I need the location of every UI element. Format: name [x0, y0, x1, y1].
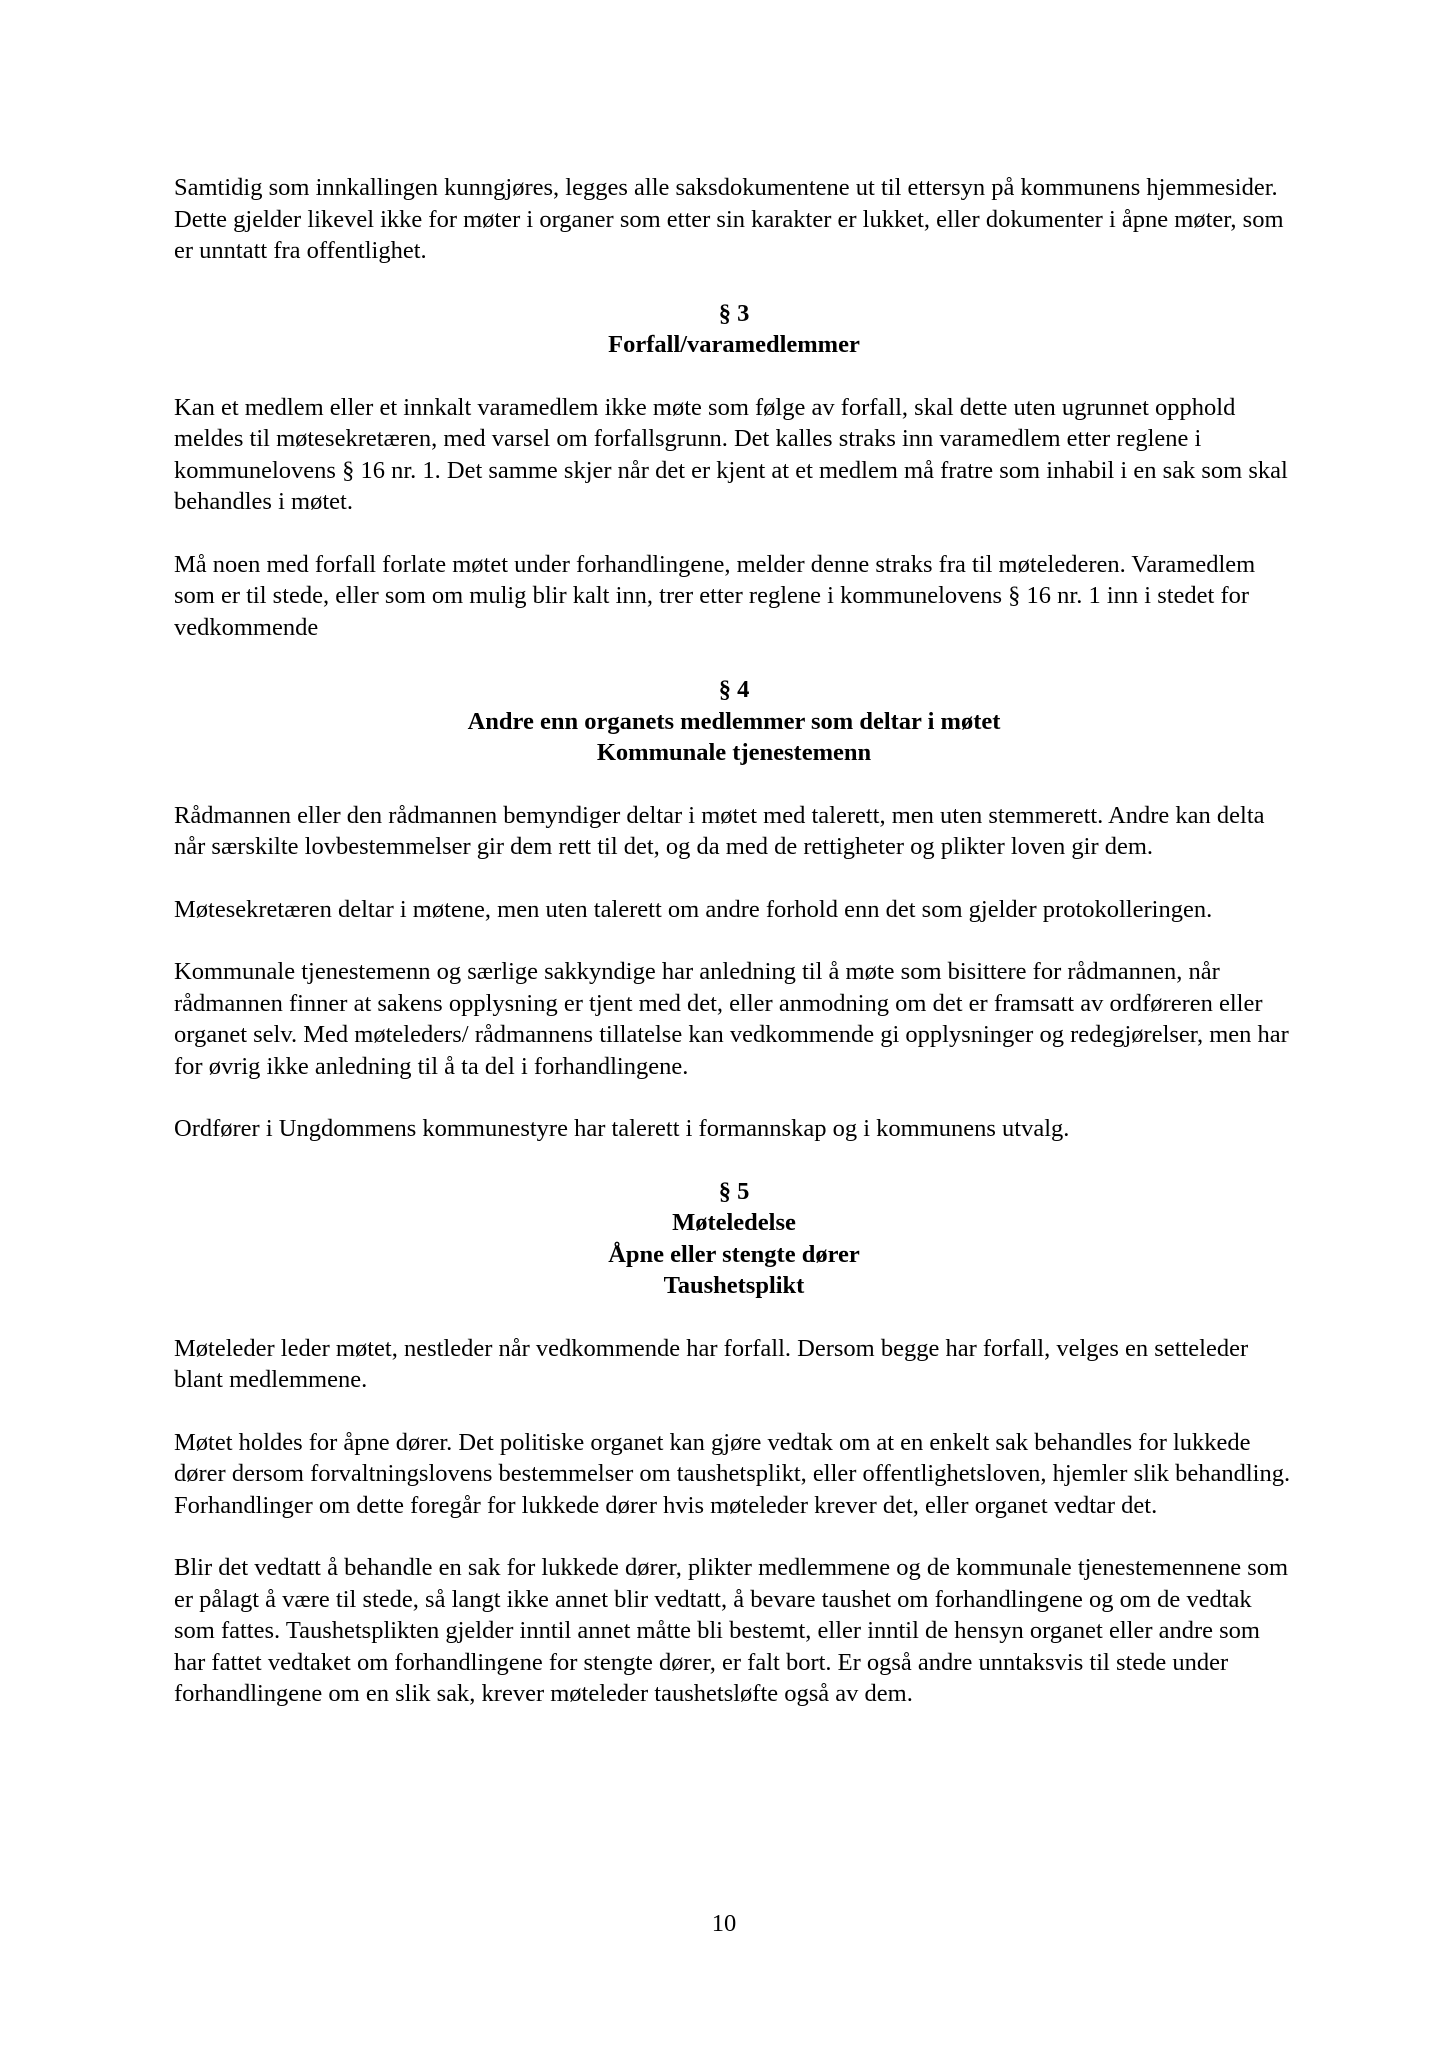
section-3-paragraph-1: Kan et medlem eller et innkalt varamedlem ikke møte som følge av forfall, skal dette uten ugrunnet opphold meldes til møtesekretæren, med varsel om forfallsgrunn. Det kalles straks inn varamedlem etter reglene i kommunelovens § 16 nr. 1. Det samme skjer når det er kjent at et medlem må fratre som inhabil i en sak som skal behandles i møtet. — [174, 393, 1288, 515]
section-5-subtitle: Åpne eller stengte dører — [608, 1240, 860, 1268]
section-4-title: Andre enn organets medlemmer som deltar i møtet — [467, 707, 1001, 735]
intro-paragraph: Samtidig som innkallingen kunngjøres, legges alle saksdokumentene ut til ettersyn på kommunens hjemmesider. Dette gjelder likevel ikke for møter i organer som etter sin karakter er lukket, eller dokumenter i åpne møter, som er unntatt fra offentlighet. — [174, 174, 1284, 264]
section-3-title: Forfall/varamedlemmer — [608, 331, 860, 358]
section-4-paragraph-4: Ordfører i Ungdommens kommunestyre har talerett i formannskap og i kommunens utvalg. — [174, 1115, 1070, 1142]
section-4-subtitle: Kommunale tjenestemenn — [596, 739, 872, 766]
section-4-paragraph-1: Rådmannen eller den rådmannen bemyndiger deltar i møtet med talerett, men uten stemmerett. Andre kan delta når særskilte lovbestemmelser gir dem rett til det, og da med de rettigheter og plikter loven gir dem. — [174, 801, 1265, 860]
section-3-paragraph-2: Må noen med forfall forlate møtet under forhandlingene, melder denne straks fra til møtelederen. Varamedlem som er til stede, eller som om mulig blir kalt inn, trer etter reglene i kommunelovens § 16 nr. 1 inn i stedet for vedkommende — [174, 550, 1256, 641]
section-5-paragraph-2: Møtet holdes for åpne dører. Det politiske organet kan gjøre vedtak om at en enkelt sak behandles for lukkede dører dersom forvaltningslovens bestemmelser om taushetsplikt, eller offentlighetsloven, hjemler slik behandling. Forhandlinger om dette foregår for lukkede dører hvis møteleder krever det, eller organet vedtar det. — [174, 1428, 1291, 1519]
section-5-paragraph-3: Blir det vedtatt å behandle en sak for lukkede dører, plikter medlemmene og de kommunale tjenestemennene som er pålagt å være til stede, så langt ikke annet blir vedtatt, å bevare taushet om forhandlingene og om de vedtak som fattes. Taushetsplikten gjelder inntil annet måtte bli bestemt, eller inntil de hensyn organet eller andre som har fattet vedtaket om forhandlingene for stengte dører, er falt bort. Er også andre unntaksvis til stede under forhandlingene om en slik sak, krever møteleder taushetsløfte også av dem. — [174, 1554, 1289, 1707]
section-3-heading — [174, 298, 1294, 361]
section-5-title: Møteledelse — [672, 1209, 796, 1236]
section-4-paragraph-2: Møtesekretæren deltar i møtene, men uten talerett om andre forhold enn det som gjelder protokolleringen. — [174, 895, 1213, 923]
section-5-heading — [174, 1176, 1294, 1302]
section-5-number: § 5 — [718, 1177, 750, 1205]
section-5-paragraph-1: Møteleder leder møtet, nestleder når vedkommende har forfall. Dersom begge har forfall, velges en setteleder blant medlemmene. — [174, 1334, 1249, 1393]
section-4-heading — [174, 674, 1294, 769]
page-number: 10 — [711, 1910, 737, 1937]
document-page — [174, 172, 1294, 1741]
section-5-subtitle-2: Taushetsplikt — [663, 1272, 805, 1299]
section-4-number: § 4 — [718, 676, 750, 703]
section-3-number: § 3 — [718, 299, 750, 327]
section-4-paragraph-3: Kommunale tjenestemenn og særlige sakkyndige har anledning til å møte som bisittere for rådmannen, når rådmannen finner at sakens opplysning er tjent med det, eller anmodning om det er framsatt av ordføreren eller organet selv. Med møteleders/ rådmannens tillatelse kan vedkommende gi opplysninger og redegjørelser, men har for øvrig ikke anledning til å ta del i forhandlingene. — [174, 958, 1289, 1080]
